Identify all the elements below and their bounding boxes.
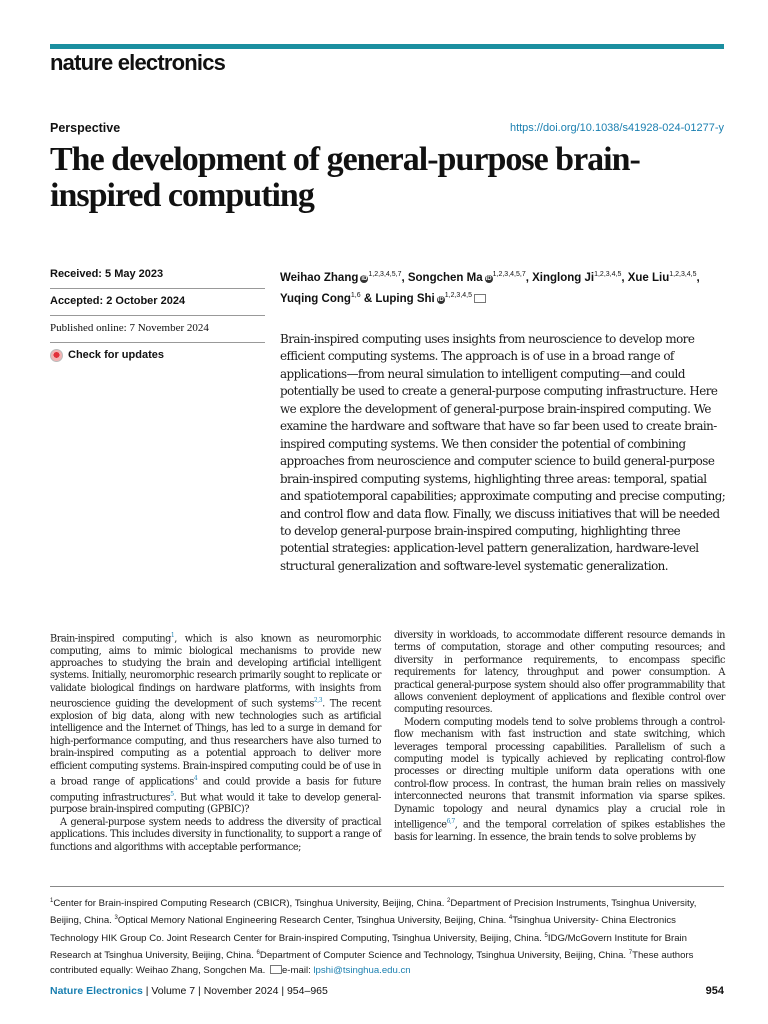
affiliation-number: 3: [114, 915, 118, 922]
author-name: Yuqing Cong: [280, 292, 351, 305]
author-affiliation-marks: 1,2,3,4,5: [444, 291, 472, 299]
footer-journal[interactable]: Nature Electronics: [50, 985, 143, 997]
mail-icon: [474, 294, 486, 303]
author-name: Xinglong Ji: [532, 271, 595, 284]
affiliation-number: 4: [508, 915, 513, 922]
received-date: Received: 5 May 2023: [50, 262, 265, 289]
article-type: Perspective: [50, 121, 121, 135]
orcid-icon: iD: [437, 296, 444, 303]
author-list: Weihao Zhang iD$^{1,2,3,4,5,7}$, Songchen Ma iD$^{1,2,3,4,5,7}$, Xinglong Ji$^{1,2,3,4,5}$, Xue Liu$^{1,2,3,4,5}$, Yuqing Cong$^{1,6}$ & Luping Shi iD$^{1,2,3,4,5}$: [280, 271, 700, 305]
citation-ref: 5: [170, 790, 174, 798]
journal-name: nature electronics: [50, 50, 226, 75]
body-paragraph: diversity in workloads, to accommodate different resource demands in terms of computation, storage and other computing resources; and diversity in performance requirements, to encompass specific requirements for latency, throughput and power consumption. A practical general-purpose system should also offer programmability that allows convenient deployment of applications and flexible control over computing resources.: [394, 630, 725, 716]
orcid-icon: iD: [485, 275, 492, 282]
footer-issue: | Volume 7 | November 2024 | 954–965: [142, 985, 328, 997]
affiliation-number: 1: [50, 898, 54, 904]
doi-link[interactable]: https://doi.org/10.1038/s41928-024-01277-y: [509, 122, 724, 134]
abstract: Brain-inspired computing uses insights from neuroscience to develop more efficient computing systems. The approach is of use in a broad range of applications—from neural simulation to intelligent computing—and could potentially be used to create a general-purpose computing infrastructure. Here we explore the development of general-purpose brain-inspired computing. We examine the hardware and software that have so far been used to create brain-inspired computing systems. We then consider the potential of combining approaches from neuroscience and computer science to build general-purpose brain-inspired computing systems, highlighting three areas: temporal, spatial and spatiotemporal capabilities; approximate computing and precise computing; and control flow and data flow. Finally, we discuss initiatives that will be needed to develop general-purpose brain-inspired computing, highlighting three potential strategies: application-level pattern generalization, hardware-level structural generalization and software-level systematic generalization.: [280, 332, 726, 573]
affiliation-number: 2: [447, 898, 451, 904]
footer-citation: [50, 985, 328, 997]
author-affiliation-marks: 1,2,3,4,5,7: [492, 271, 526, 278]
citation-ref: 6,7: [446, 818, 455, 826]
body-paragraph: Modern computing models tend to solve problems through a control-flow mechanism with fast instruction and state switching, which leverages temporal processing capabilities. Parallelism of such a computing model is typically achieved by replicating control-flow processes or directing multiple uniform data operations with one control-flow process. In contrast, the human brain relies on massively interconnected neurons that transmit information via sparse spikes. Dynamic topology and neural dynamics play a crucial role in intelligence$^{6,7}$, and the temporal correlation of spikes establishes the basis for learning. In essence, the brain tends to solve problems by: [394, 716, 725, 843]
author-affiliation-marks: 1,6: [350, 291, 361, 299]
author-name: Xue Liu: [627, 271, 670, 284]
affiliation-number: 5: [544, 932, 548, 939]
orcid-icon: iD: [361, 275, 368, 282]
author-affiliation-marks: 1,2,3,4,5: [669, 271, 697, 278]
affiliation-number: 6: [256, 950, 260, 957]
author-name: Weihao Zhang: [280, 271, 359, 284]
body-paragraph: Brain-inspired computing$^1$, which is also known as neuromorphic computing, aims to mimic biological mechanisms to provide new approaches to studying the brain and developing artificial intelligent systems. Initially, neuromorphic research primarily sought to replicate or validate biological findings on hardware platforms, with insights from neuroscience guiding the development of such systems$^{2,3}$. The recent explosion of big data, along with new technologies such as artificial intelligence and the Internet of Things, has led to a surge in demand for high-performance computing, and thus researchers have also turned to brain-inspired computing as a potential approach to deliver more efficient computing systems. Brain-inspired computing could be of use in a broad range of applications$^4$ and could provide a basis for future computing infrastructures$^5$. But what would it take to develop general-purpose brain-inspired computing (GPBIC)?: [50, 632, 382, 816]
accepted-date: Accepted: 2 October 2024: [50, 289, 265, 316]
citation-ref: 4: [193, 774, 198, 782]
body-column-left: [50, 630, 381, 854]
page-number: 954: [705, 985, 724, 997]
affiliations-divider: [50, 886, 724, 887]
body-paragraph: A general-purpose system needs to address the diversity of practical applications. This includes diversity in functionality, to support a range of functions and algorithms with acceptable performance;: [50, 816, 381, 853]
corresponding-email[interactable]: lpshi@tsinghua.edu.cn: [313, 964, 411, 976]
check-updates-button[interactable]: [50, 343, 265, 369]
author-name: Luping Shi: [375, 292, 435, 305]
article-history: [50, 262, 265, 369]
citation-ref: 2,3: [313, 697, 323, 705]
article-title: The development of general-purpose brain-inspired computing: [50, 141, 640, 214]
author-affiliation-marks: 1,2,3,4,5: [594, 271, 622, 278]
author-name: Songchen Ma: [407, 271, 483, 284]
journal-header-bar: [50, 44, 724, 49]
check-updates-icon: [50, 349, 63, 362]
published-date: Published online: 7 November 2024: [50, 316, 265, 343]
check-updates-label: Check for updates: [68, 349, 164, 361]
affiliations: $^1$Center for Brain-inspired Computing Research (CBICR), Tsinghua University, Beijing, China. $^2$Department of Precision Instruments, Tsinghua University, Beijing, China. $^3$Optical Memory National Engineering Research Center, Tsinghua University, Beijing, China. $^4$Tsinghua University- China Electronics Technology HIK Group Co. Joint Research Center for Brain-inspired Computing, Tsinghua University, Beijing, China. $^5$IDG/McGovern Institute for Brain Research at Tsinghua University, Beijing, China. $^6$Department of Computer Science and Technology, Tsinghua University, Beijing, China. $^7$These authors contributed equally: Weihao Zhang, Songchen Ma. e-mail: lpshi@tsinghua.edu.cn: [50, 898, 697, 976]
body-column-right: [394, 630, 725, 844]
author-affiliation-marks: 1,2,3,4,5,7: [368, 271, 402, 278]
mail-icon: [270, 965, 282, 974]
affiliation-number: 7: [628, 950, 633, 957]
citation-ref: 1: [170, 632, 175, 639]
